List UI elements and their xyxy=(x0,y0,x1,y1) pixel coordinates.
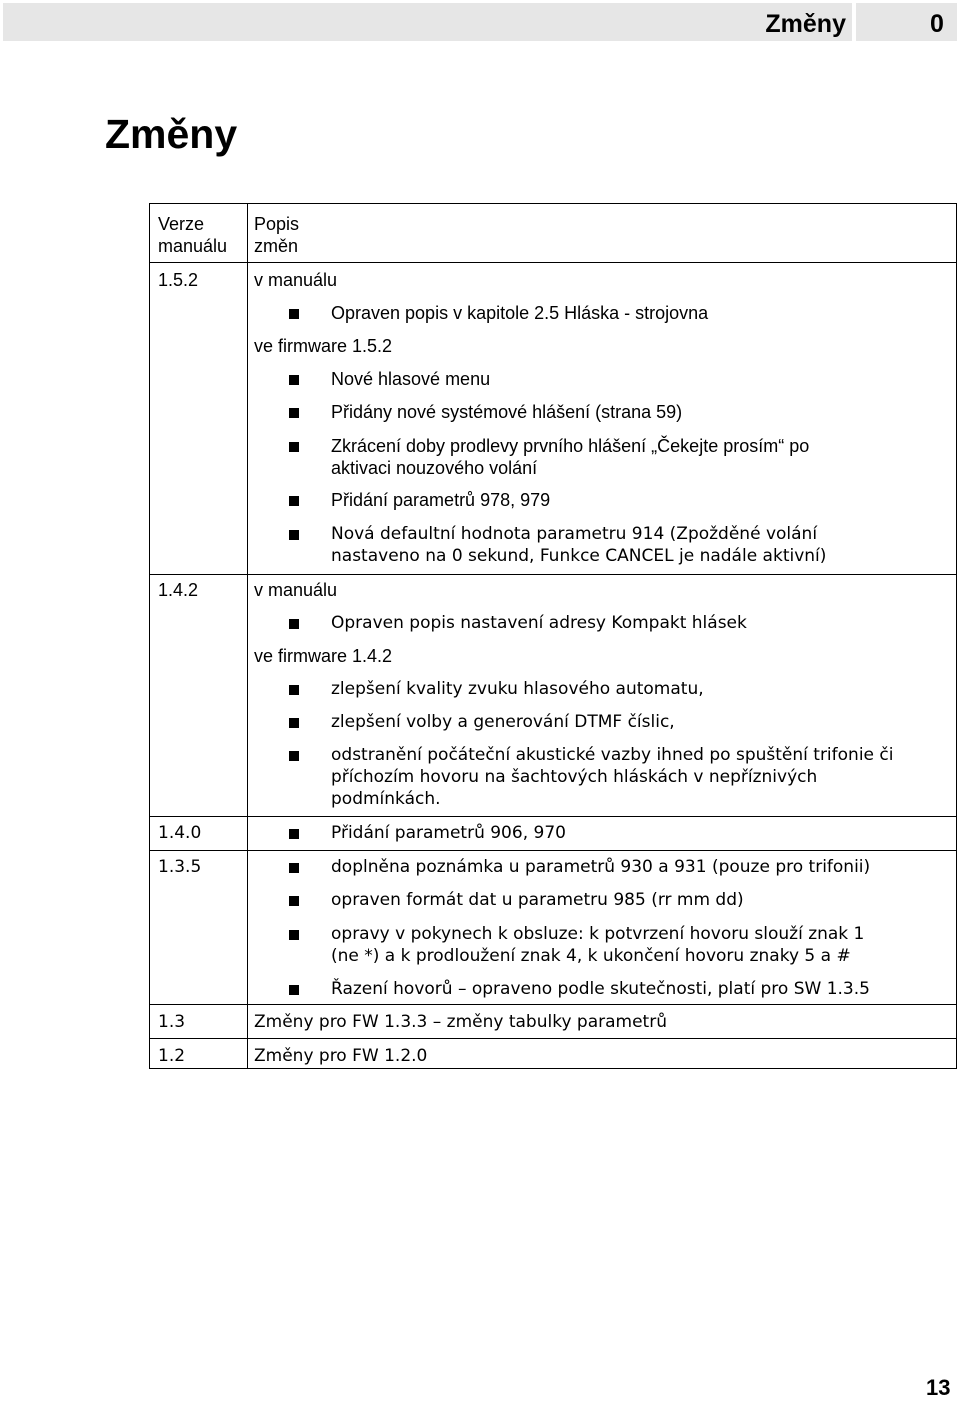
list-item: nastaveno na 0 sekund, Funkce CANCEL je nadále aktivní) xyxy=(331,546,827,566)
bullet-square-icon xyxy=(289,718,299,728)
list-item: zlepšení volby a generování DTMF číslic, xyxy=(331,712,675,732)
column-header-description: Popis xyxy=(254,214,300,234)
list-item: Řazení hovorů – opraveno podle skutečnosti, platí pro SW 1.3.5 xyxy=(331,979,870,999)
column-header-version: Verze xyxy=(158,214,205,234)
list-item: (ne *) a k prodloužení znak 4, k ukončení hovoru znaky 5 a # xyxy=(331,946,851,966)
section-label: ve firmware 1.4.2 xyxy=(254,646,393,666)
section-label: v manuálu xyxy=(254,580,338,600)
bullet-square-icon xyxy=(289,863,299,873)
bullet-square-icon xyxy=(289,496,299,506)
list-item: podmínkách. xyxy=(331,789,441,809)
list-item: odstranění počáteční akustické vazby ihned po spuštění trifonie či xyxy=(331,745,894,765)
version-cell: 1.4.0 xyxy=(158,823,202,843)
version-cell: 1.4.2 xyxy=(158,580,199,600)
version-cell: 1.3 xyxy=(158,1012,186,1032)
bullet-square-icon xyxy=(289,751,299,761)
list-item: aktivaci nouzového volání xyxy=(331,458,538,478)
list-item: Přidání parametrů 978, 979 xyxy=(331,490,551,510)
list-item: opravy v pokynech k obsluze: k potvrzení hovoru slouží znak 1 xyxy=(331,924,865,944)
bullet-square-icon xyxy=(289,685,299,695)
bullet-square-icon xyxy=(289,829,299,839)
table-row-divider xyxy=(149,1004,957,1005)
table-row-divider xyxy=(149,1038,957,1039)
bullet-square-icon xyxy=(289,930,299,940)
table-row-divider xyxy=(149,850,957,851)
list-item: Opraven popis v kapitole 2.5 Hláska - strojovna xyxy=(331,303,709,323)
bullet-square-icon xyxy=(289,530,299,540)
bullet-square-icon xyxy=(289,442,299,452)
version-cell: 1.3.5 xyxy=(158,857,202,877)
bullet-square-icon xyxy=(289,619,299,629)
change-text: Změny pro FW 1.2.0 xyxy=(254,1046,428,1066)
header-bar xyxy=(3,3,852,41)
bullet-square-icon xyxy=(289,985,299,995)
change-text: Změny pro FW 1.3.3 – změny tabulky parametrů xyxy=(254,1012,667,1032)
list-item: příchozím hovoru na šachtových hláskách v nepříznivých xyxy=(331,767,818,787)
section-label: v manuálu xyxy=(254,270,338,290)
list-item: opraven formát dat u parametru 985 (rr mm dd) xyxy=(331,890,744,910)
list-item: doplněna poznámka u parametrů 930 a 931 (pouze pro trifonii) xyxy=(331,857,871,877)
column-header-description: změn xyxy=(254,236,299,256)
list-item: Opraven popis nastavení adresy Kompakt hlásek xyxy=(331,613,747,633)
header-chapter-number: 0 xyxy=(930,10,944,38)
column-header-version: manuálu xyxy=(158,236,228,256)
list-item: Přidání parametrů 906, 970 xyxy=(331,823,566,843)
page-number: 13 xyxy=(926,1375,951,1400)
bullet-square-icon xyxy=(289,375,299,385)
list-item: Nové hlasové menu xyxy=(331,369,491,389)
table-row-divider xyxy=(149,262,957,263)
list-item: Nová defaultní hodnota parametru 914 (Zpožděné volání xyxy=(331,524,818,544)
section-label: ve firmware 1.5.2 xyxy=(254,336,393,356)
list-item: Přidány nové systémové hlášení (strana 59) xyxy=(331,402,683,422)
version-cell: 1.2 xyxy=(158,1046,186,1066)
bullet-square-icon xyxy=(289,309,299,319)
table-row-divider xyxy=(149,574,957,575)
bullet-square-icon xyxy=(289,896,299,906)
bullet-square-icon xyxy=(289,408,299,418)
table-row-divider xyxy=(149,816,957,817)
table-column-divider xyxy=(247,203,248,1069)
version-cell: 1.5.2 xyxy=(158,270,199,290)
page-title: Změny xyxy=(105,111,238,157)
list-item: zlepšení kvality zvuku hlasového automatu, xyxy=(331,679,704,699)
header-title: Změny xyxy=(765,10,846,38)
list-item: Zkrácení doby prodlevy prvního hlášení „Čekejte prosím“ po xyxy=(331,436,810,456)
